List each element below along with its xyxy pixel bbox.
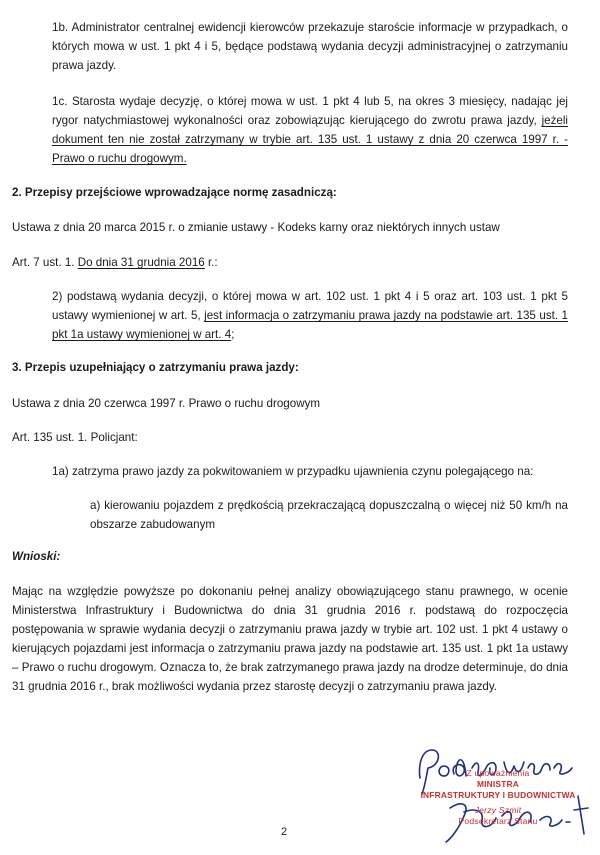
point-2-underlined: jest informacja o zatrzymaniu prawa jazdy na podstawie art. 135 ust. 1 pkt 1a ustawy wymienionej w art. 4 <box>52 309 568 341</box>
point-2-text: 2) podstawą wydania decyzji, o której mowa w art. 102 ust. 1 pkt 4 i 5 oraz art. 103 ust. 1 pkt 5 ustawy wymienionej w art. 5, <box>52 290 568 322</box>
point-2-paragraph <box>52 287 568 344</box>
paragraph-1b: 1b. Administrator centralnej ewidencji kierowców przekazuje staroście informacje w przypadkach, o których mowa w ust. 1 pkt 4 i 5, będące podstawą wydania decyzji administracyjnej o zatrzymaniu prawa jazdy. <box>52 21 568 72</box>
conclusions-paragraph: Mając na względzie powyższe po dokonaniu pełnej analizy obowiązującego stanu prawnego, w ocenie Ministerstwa Infrastruktury i Budownictwa do dnia 31 grudnia 2016 r. podstawą do rozpoczęcia postępowania w sprawie wydania decyzji o zatrzymaniu prawa jazdy w trybie art. 102 ust. 1 pkt 4 ustawy o kierujących pojazdami jest informacja o zatrzymaniu prawa jazdy na podstawie art. 135 ust. 1 pkt 1a ustawy – Prawo o ruchu drogowym. Oznacza to, że brak zatrzymanego prawa jazdy na drodze determinuje, do dnia 31 grudnia 2016 r., brak możliwości wydania przez starostę decyzji o zatrzymaniu prawa jazdy. <box>12 585 568 693</box>
page-number: 2 <box>281 826 288 838</box>
point-2-suffix: ; <box>231 328 235 341</box>
section-heading-3: 3. Przepis uzupełniający o zatrzymaniu prawa jazdy: <box>12 361 299 374</box>
paragraph-1c-underlined: jeżeli dokument ten nie został zatrzymany w trybie art. 135 ust. 1 ustawy z dnia 20 czerwca 1997 r. - Prawo o ruchu drogowym. <box>52 114 568 165</box>
stamp-line-5: Podsekretarz Stanu <box>458 816 538 826</box>
stamp-line-2: MINISTRA <box>476 779 520 789</box>
paragraph-1c-text: 1c. Starosta wydaje decyzję, o której mowa w ust. 1 pkt 4 lub 5, na okres 3 miesięcy, nadając jej rygor natychmiastowej wykonalności oraz zobowiązując kierującego do zwrotu prawa jazdy, <box>52 95 568 127</box>
stamp-line-4: Jerzy Szmit <box>474 805 522 815</box>
art-7-prefix: Art. 7 ust. 1. <box>12 256 78 269</box>
stamp-line-1: Z upoważnienia <box>466 768 530 778</box>
act-1997-title: Ustawa z dnia 20 czerwca 1997 r. Prawo o ruchu drogowym <box>12 397 321 410</box>
art-7-suffix: r.: <box>204 256 218 269</box>
section-heading-2: 2. Przepisy przejściowe wprowadzające normę zasadniczą: <box>12 186 337 199</box>
art-7-date-underlined: Do dnia 31 grudnia 2016 <box>77 256 205 269</box>
paragraph-1c <box>52 92 568 168</box>
stamp-line-3: INFRASTRUKTURY I BUDOWNICTWA <box>420 790 576 800</box>
point-a-paragraph: a) kierowaniu pojazdem z prędkością przekraczającą dopuszczalną o więcej niż 50 km/h na obszarze zabudowanym <box>90 499 568 531</box>
act-2015-title: Ustawa z dnia 20 marca 2015 r. o zmianie ustawy - Kodeks karny oraz niektórych innych ustaw <box>12 221 500 234</box>
conclusions-heading: Wnioski: <box>12 550 61 563</box>
art-7-line <box>12 253 572 272</box>
art-135-line: Art. 135 ust. 1. Policjant: <box>12 431 138 444</box>
point-1a-line: 1a) zatrzyma prawo jazdy za pokwitowaniem w przypadku ujawnienia czynu polegającego na: <box>52 465 534 478</box>
